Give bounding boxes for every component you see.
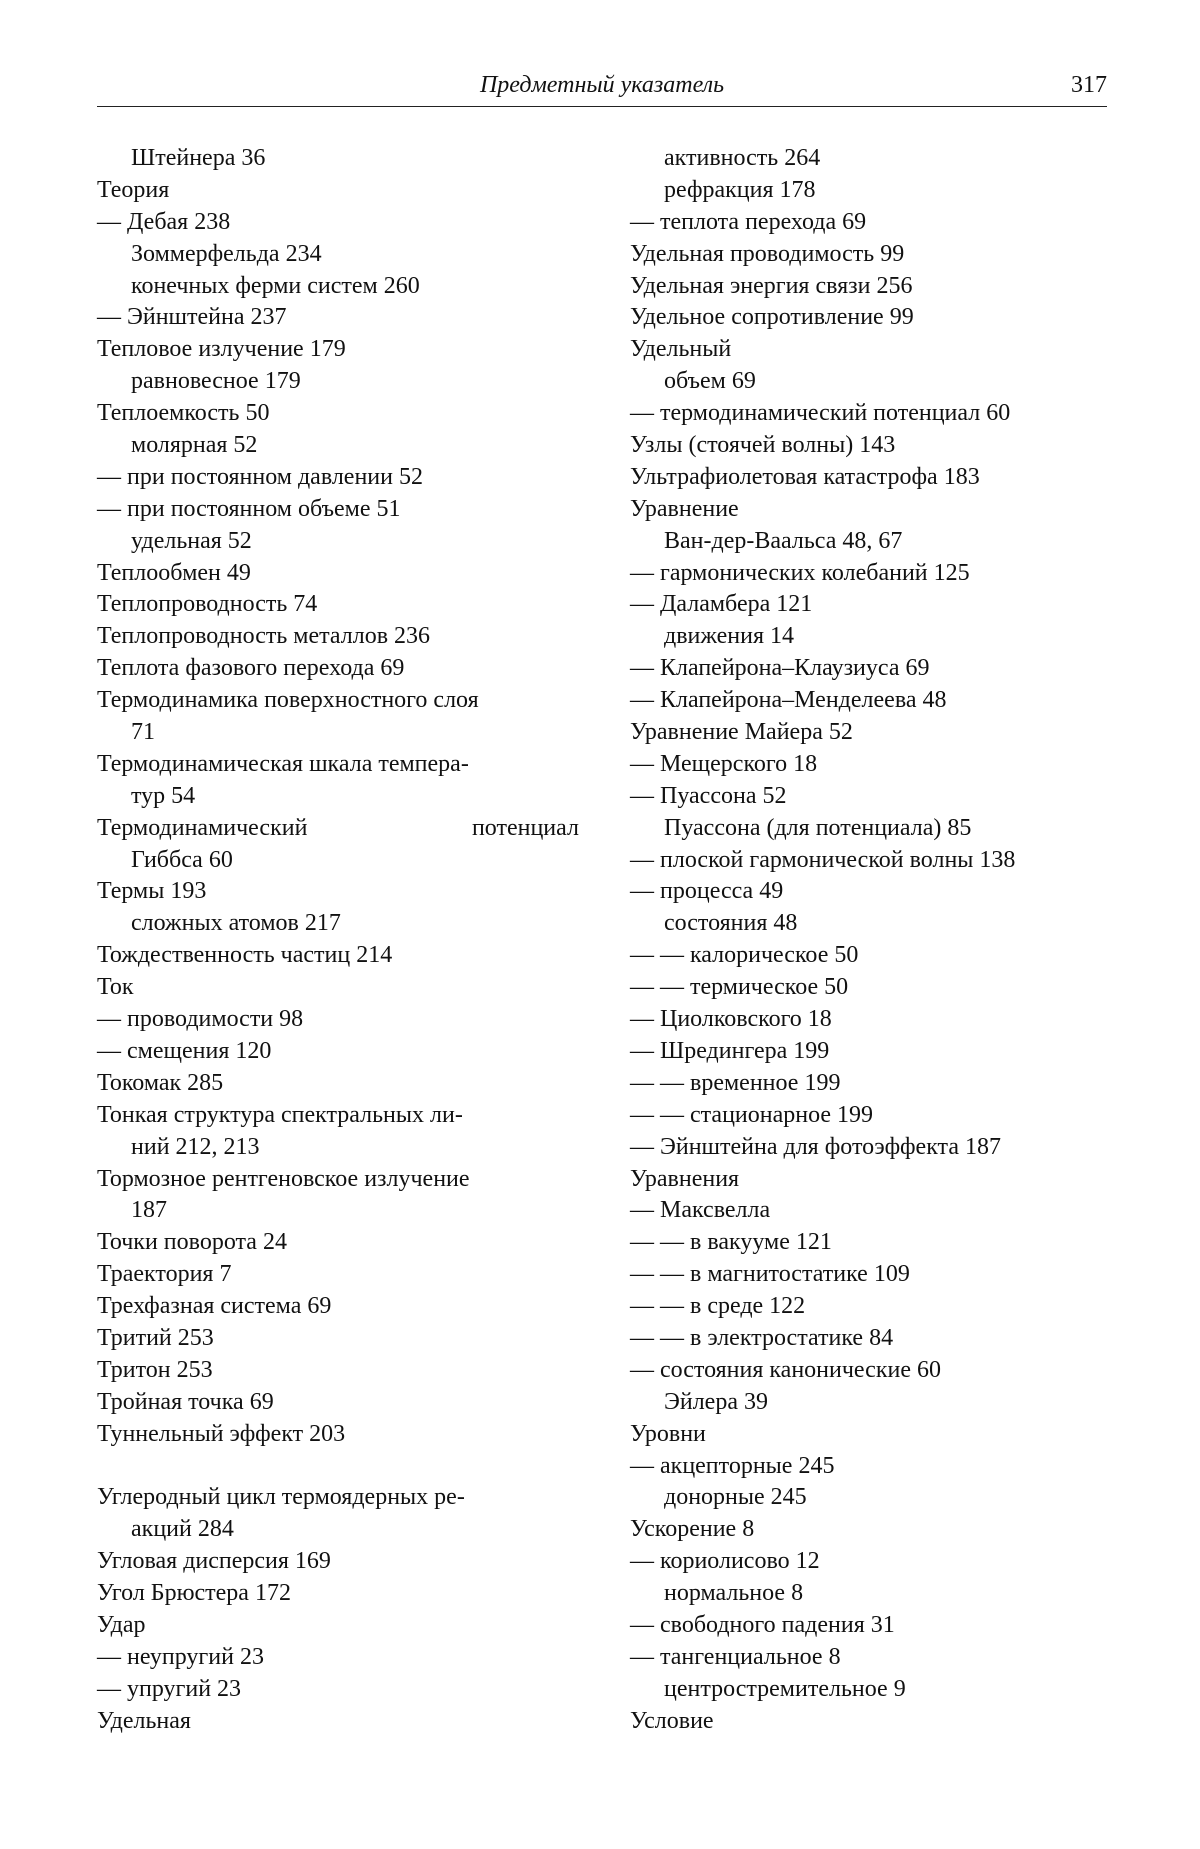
index-entry: — гармонических колебаний 125 (630, 559, 970, 586)
index-entry: Термы 193 (97, 878, 207, 905)
index-entry: — — временное 199 (630, 1069, 841, 1096)
index-entry: Ультрафиолетовая катастрофа 183 (630, 463, 980, 490)
index-entry: Угол Брюстера 172 (97, 1580, 291, 1607)
index-entry: Удельный (630, 336, 732, 363)
index-entry: молярная 52 (131, 432, 258, 459)
index-entry: — Максвелла (630, 1197, 771, 1224)
index-entry: Уровни (630, 1420, 706, 1447)
index-entry: Тонкая структура спектральных ли- (97, 1101, 463, 1128)
index-entry: — Шредингера 199 (630, 1037, 830, 1064)
index-column-right (630, 143, 1120, 1738)
index-entry: Гиббса 60 (131, 846, 233, 873)
index-entry: Теплопроводность 74 (97, 591, 318, 618)
index-entry: Эйлера 39 (664, 1388, 768, 1415)
index-entry: — Мещерского 18 (630, 750, 818, 777)
index-entry: — — термическое 50 (630, 974, 849, 1001)
index-entry: — кориолисово 12 (630, 1548, 820, 1575)
index-entry: Тормозное рентгеновское излучение (97, 1165, 470, 1192)
index-entry: — — в среде 122 (630, 1293, 806, 1320)
index-entry: Тождественность частиц 214 (97, 942, 393, 969)
index-entry: — Циолковского 18 (630, 1006, 832, 1033)
running-title: Предметный указатель (479, 72, 725, 98)
index-entry: — Эйнштейна 237 (97, 304, 287, 331)
index-entry: — акцепторные 245 (630, 1452, 835, 1479)
index-entry: Удельная энергия связи 256 (630, 272, 913, 299)
index-entry: — Клапейрона–Менделеева 48 (630, 687, 947, 714)
index-entry: Удельная (97, 1707, 191, 1734)
index-entry: Зоммерфельда 234 (131, 240, 322, 267)
index-entry: состояния 48 (664, 910, 798, 937)
index-entry: Уравнения (630, 1165, 740, 1192)
index-entry: — Эйнштейна для фотоэффекта 187 (630, 1133, 1001, 1160)
index-entry: — упругий 23 (97, 1675, 242, 1702)
index-entry: сложных атомов 217 (131, 910, 341, 937)
index-entry: Узлы (стоячей волны) 143 (630, 432, 896, 459)
index-entry: Тройная точка 69 (97, 1388, 274, 1415)
index-entry: Тритон 253 (97, 1356, 213, 1383)
page-header (97, 72, 1107, 107)
index-entry: Траектория 7 (97, 1261, 232, 1288)
index-entry: Штейнера 36 (131, 145, 266, 171)
index-entry: акций 284 (131, 1516, 234, 1543)
index-entry: Ток (97, 974, 134, 1001)
index-entry: удельная 52 (131, 527, 252, 554)
index-entry: рефракция 178 (664, 176, 816, 203)
index-entry: центростремительное 9 (664, 1675, 906, 1702)
index-entry: Пуассона (для потенциала) 85 (664, 814, 972, 841)
index-entry: Теплоемкость 50 (97, 400, 270, 427)
index-entry: движения 14 (664, 623, 795, 650)
index-entry: — термодинамический потенциал 60 (630, 400, 1011, 427)
index-entry: Токомак 285 (97, 1069, 224, 1096)
index-entry: Туннельный эффект 203 (97, 1420, 346, 1447)
index-entry: Удельное сопротивление 99 (630, 304, 914, 331)
index-entry: — теплота перехода 69 (630, 208, 867, 235)
index-entry: объем 69 (664, 368, 756, 395)
index-entry: конечных ферми систем 260 (131, 272, 420, 299)
index-entry: — — в магнитостатике 109 (630, 1261, 910, 1288)
index-entry: Удар (97, 1611, 146, 1638)
index-entry: — при постоянном объеме 51 (97, 495, 401, 522)
index-entry: Теория (97, 176, 170, 203)
index-entry: равновесное 179 (131, 368, 301, 395)
index-entry: Ускорение 8 (630, 1516, 755, 1543)
index-entry: донорные 245 (664, 1484, 807, 1511)
index-entry: Теплопроводность металлов 236 (97, 623, 431, 650)
index-entry: тур 54 (131, 782, 196, 809)
index-entry: Теплообмен 49 (97, 559, 251, 586)
page-number: 317 (1071, 72, 1107, 98)
index-entry: — Дебая 238 (97, 208, 231, 235)
index-entry: Удельная проводимость 99 (630, 240, 905, 267)
index-entry: Термодинамический потенциал (97, 814, 579, 841)
index-entry: — плоской гармонической волны 138 (630, 846, 1016, 873)
index-entry: Углеродный цикл термоядерных ре- (97, 1484, 465, 1511)
index-entry: — тангенциальное 8 (630, 1643, 841, 1670)
index-entry: — состояния канонические 60 (630, 1356, 941, 1383)
index-entry: 71 (131, 719, 155, 746)
index-entry: — проводимости 98 (97, 1006, 304, 1033)
index-entry: активность 264 (664, 145, 821, 171)
index-entry: Теплота фазового перехода 69 (97, 655, 405, 682)
index-entry: — Клапейрона–Клаузиуса 69 (630, 655, 930, 682)
index-entry: Тритий 253 (97, 1324, 214, 1351)
index-entry: Уравнение Майера 52 (630, 719, 853, 746)
index-column-left (97, 143, 587, 1738)
index-entry: Условие (630, 1707, 714, 1734)
index-entry: — — в вакууме 121 (630, 1229, 832, 1256)
index-entry: — неупругий 23 (97, 1643, 264, 1670)
index-entry: — — стационарное 199 (630, 1101, 874, 1128)
index-entry: — — в электростатике 84 (630, 1324, 894, 1351)
index-entry: — смещения 120 (97, 1037, 272, 1064)
index-entry: Ван-дер-Ваальса 48, 67 (664, 527, 903, 554)
index-entry: Угловая дисперсия 169 (97, 1548, 331, 1575)
index-entry: — — калорическое 50 (630, 942, 859, 969)
index-entry: — свободного падения 31 (630, 1611, 895, 1638)
index-entry: Тепловое излучение 179 (97, 336, 346, 363)
index-entry: — Пуассона 52 (630, 782, 787, 809)
index-entry: Уравнение (630, 495, 739, 522)
index-gap (97, 1451, 587, 1483)
index-entry: Термодинамическая шкала темпера- (97, 750, 469, 777)
index-entry: — процесса 49 (630, 878, 784, 905)
index-entry: — Даламбера 121 (630, 591, 813, 618)
index-entry: — при постоянном давлении 52 (97, 463, 423, 490)
index-entry: Точки поворота 24 (97, 1229, 287, 1256)
index-entry: ний 212, 213 (131, 1133, 260, 1160)
index-entry: Трехфазная система 69 (97, 1293, 332, 1320)
index-entry: 187 (131, 1197, 167, 1224)
index-entry: Термодинамика поверхностного слоя (97, 687, 479, 714)
index-entry: нормальное 8 (664, 1580, 804, 1607)
